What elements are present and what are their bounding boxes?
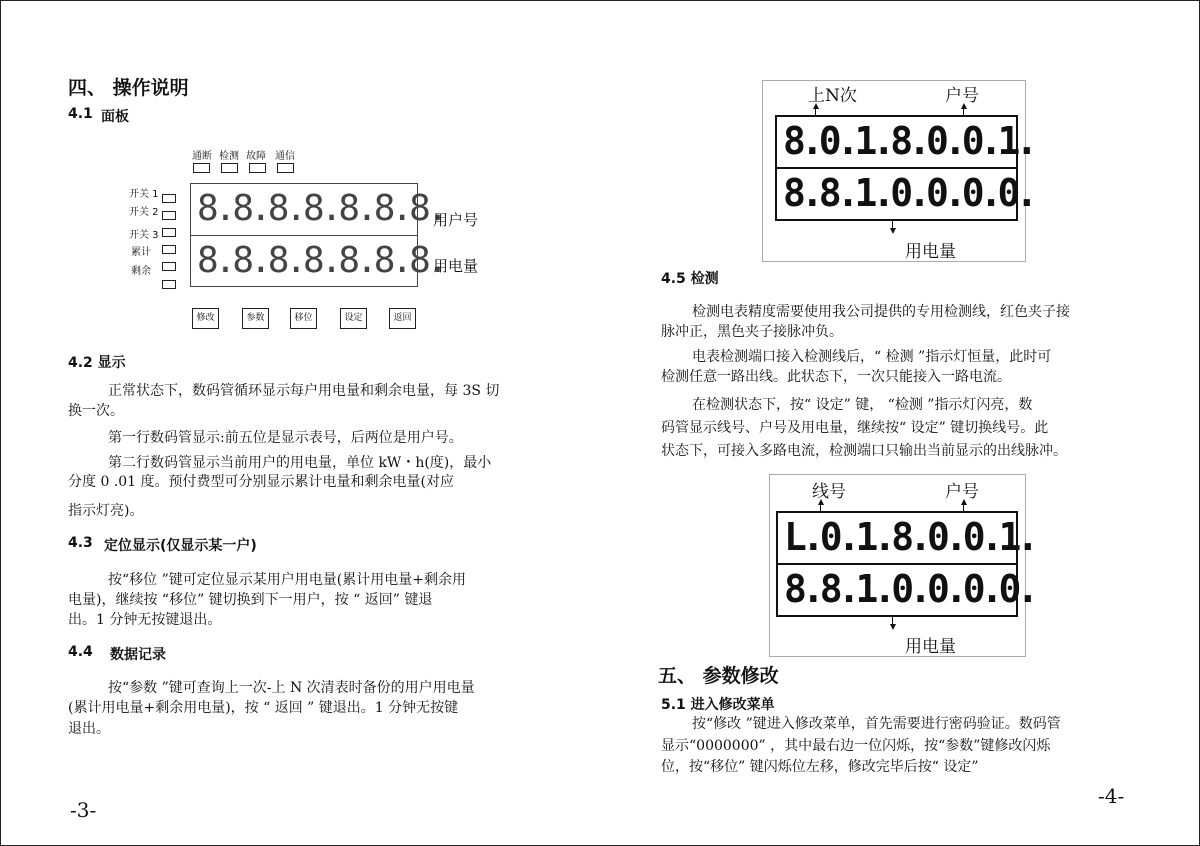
fig2-arrow-up-right-icon xyxy=(961,499,967,505)
display-row1-digits: 8.8.8.8.8.8.8. xyxy=(197,188,445,229)
s45-p3: 在检测状态下，按“ 设定” 键， “检测 ”指示灯闪亮，数 xyxy=(692,397,1033,413)
side-label-switch2: 开关 2 xyxy=(129,207,159,218)
fig1-arrow-up-left-icon xyxy=(813,103,819,109)
s51-p1b: 显示“0000000” ，其中最右边一位闪烁，按“参数”键修改闪烁 xyxy=(661,738,1051,754)
set-button[interactable]: 设定 xyxy=(340,308,367,329)
param-button[interactable]: 参数 xyxy=(242,308,269,329)
fig2-label-line-no: 线号 xyxy=(812,482,846,502)
s42-p3: 第二行数码管显示当前用户的用电量，单位 kW・h(度)，最小 xyxy=(108,455,492,471)
led-onoff-indicator xyxy=(193,163,210,173)
s42-p3b: 分度 0 .01 度。预付费型可分别显示累计电量和剩余电量(对应 xyxy=(68,474,454,490)
heading-4-4-num: 4.4 xyxy=(68,644,93,660)
led-switch3 xyxy=(162,228,176,237)
s42-p1b: 换一次。 xyxy=(68,403,124,419)
fig1-row1-digits: 8.0.1.8.0.0.1. xyxy=(783,119,1034,163)
s43-p1: 按“移位 ”键可定位显示某用户用电量(累计用电量+剩余用 xyxy=(108,572,466,588)
s45-p1b: 脉冲正，黑色夹子接脉冲负。 xyxy=(661,324,843,340)
s42-p3c: 指示灯亮)。 xyxy=(68,503,144,519)
display-row2-digits: 8.8.8.8.8.8.8. xyxy=(197,240,445,281)
page-number-right: -4- xyxy=(1098,784,1125,808)
heading-4-4-title: 数据记录 xyxy=(110,647,166,663)
fig1-label-power: 用电量 xyxy=(905,242,956,262)
label-user-number: 用户号 xyxy=(433,211,479,229)
fig1-row2-digits: 8.8.1.0.0.0.0. xyxy=(783,171,1034,215)
fig1-label-user-no: 户号 xyxy=(945,86,979,106)
modify-button[interactable]: 修改 xyxy=(192,308,219,329)
shift-button[interactable]: 移位 xyxy=(290,308,317,329)
section-title-operation: 四、 操作说明 xyxy=(68,77,189,99)
fig1-label-last-n: 上N次 xyxy=(808,86,857,106)
fig2-row1-digits: L.0.1.8.0.0.1. xyxy=(784,515,1035,559)
fig2-arrow-stem-bottom xyxy=(892,617,893,624)
s51-p1c: 位，按“移位” 键闪烁位左移，修改完毕后按“ 设定” xyxy=(661,759,979,775)
top-label-detect: 检测 xyxy=(219,151,239,162)
heading-4-5: 4.5 检测 xyxy=(661,271,719,287)
s45-p1: 检测电表精度需要使用我公司提供的专用检测线，红色夹子接 xyxy=(692,304,1070,320)
heading-4-1-num: 4.1 xyxy=(68,106,93,122)
led-fault-indicator xyxy=(249,163,266,173)
s44-p1b: (累计用电量+剩余用电量)，按 “ 返回 ” 键退出。1 分钟无按键 xyxy=(68,700,459,716)
led-remaining xyxy=(162,262,176,271)
page-number-left: -3- xyxy=(70,798,97,822)
fig2-label-user-no: 户号 xyxy=(945,482,979,502)
s43-p1b: 电量)，继续按 “移位” 键切换到下一用户，按 “ 返回” 键退 xyxy=(68,592,433,608)
led-detect-indicator xyxy=(221,163,238,173)
side-label-switch3: 开关 3 xyxy=(129,230,159,241)
s43-p1c: 出。1 分钟无按键退出。 xyxy=(68,612,222,628)
top-label-fault: 故障 xyxy=(246,151,266,162)
led-switch1 xyxy=(162,194,176,203)
s45-p2b: 检测任意一路出线。此状态下，一次只能接入一路电流。 xyxy=(661,369,1011,385)
side-label-switch1: 开关 1 xyxy=(129,189,159,200)
s42-p1: 正常状态下，数码管循环显示每户用电量和剩余电量，每 3S 切 xyxy=(108,383,500,399)
s51-p1: 按“修改 ”键进入修改菜单，首先需要进行密码验证。数码管 xyxy=(692,716,1061,732)
heading-4-3-num: 4.3 xyxy=(68,535,93,551)
fig1-arrow-stem-bottom xyxy=(892,221,893,228)
display-divider xyxy=(190,235,418,236)
fig2-arrow-up-left-icon xyxy=(818,499,824,505)
fig1-arrow-up-right-icon xyxy=(961,103,967,109)
top-label-comm: 通信 xyxy=(275,151,295,162)
side-label-cumulative: 累计 xyxy=(131,247,151,258)
led-comm-indicator xyxy=(277,163,294,173)
fig1-arrow-down-icon xyxy=(890,228,896,234)
heading-5-1: 5.1 进入修改菜单 xyxy=(661,697,775,713)
heading-4-2: 4.2 显示 xyxy=(68,355,126,371)
label-power-usage: 用电量 xyxy=(433,257,479,275)
led-switch2 xyxy=(162,211,176,220)
s44-p1: 按“参数 ”键可查询上一次-上 N 次清表时备份的用户用电量 xyxy=(108,680,475,696)
return-button[interactable]: 返回 xyxy=(389,308,416,329)
fig2-label-power: 用电量 xyxy=(905,637,956,657)
fig2-row2-digits: 8.8.1.0.0.0.0. xyxy=(784,567,1035,611)
led-extra xyxy=(162,280,176,289)
fig2-arrow-down-icon xyxy=(890,624,896,630)
s45-p2: 电表检测端口接入检测线后，“ 检测 ”指示灯恒量，此时可 xyxy=(692,349,1052,365)
s45-p3b: 码管显示线号、户号及用电量，继续按“ 设定” 键切换线号。此 xyxy=(661,420,1049,436)
heading-4-1-title: 面板 xyxy=(101,109,129,125)
led-cumulative xyxy=(162,245,176,254)
top-label-onoff: 通断 xyxy=(192,151,212,162)
section-title-param-modify: 五、 参数修改 xyxy=(658,665,779,687)
s45-p3c: 状态下，可接入多路电流，检测端口只输出当前显示的出线脉冲。 xyxy=(661,443,1067,459)
heading-4-3-title: 定位显示(仅显示某一户) xyxy=(104,538,257,554)
s44-p1c: 退出。 xyxy=(68,721,110,737)
s42-p2: 第一行数码管显示:前五位是显示表号，后两位是用户号。 xyxy=(108,430,463,446)
side-label-remaining: 剩余 xyxy=(131,266,151,277)
